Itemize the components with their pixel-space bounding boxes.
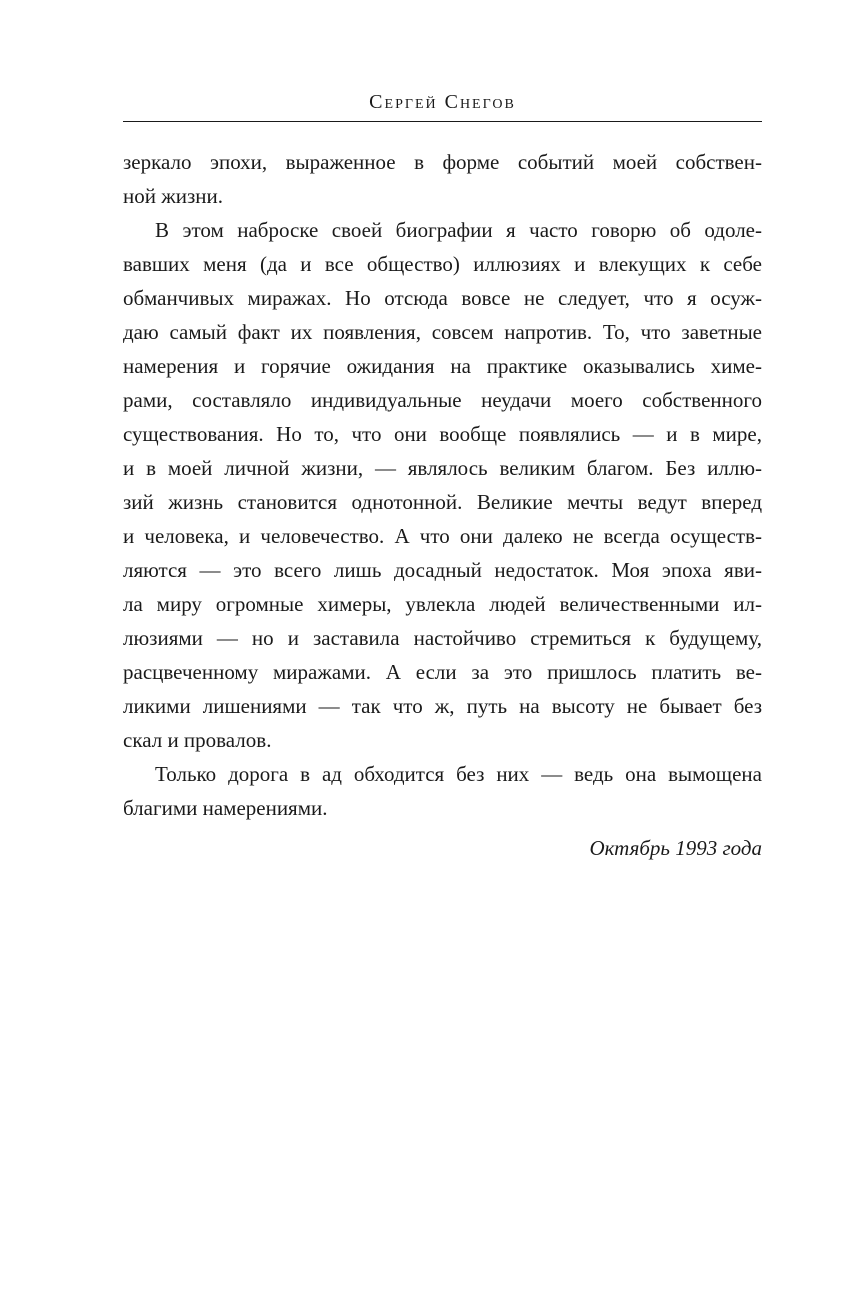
text-line: благими намерениями. (123, 796, 328, 820)
text-line: вавших меня (да и все общество) иллюзиях и влекущих к себе (123, 252, 762, 276)
text-line: ной жизни. (123, 184, 223, 208)
text-line: люзиями — но и заставила настойчиво стремиться к будущему, (123, 626, 762, 650)
text-line: и человека, и человечество. А что они далеко не всегда осуществ- (123, 524, 762, 548)
text-line: существования. Но то, что они вообще появлялись — и в мире, (123, 422, 762, 446)
running-head-title: Сергей Снегов (369, 91, 516, 113)
text-line: намерения и горячие ожидания на практике оказывались химе- (123, 354, 762, 378)
text-line: даю самый факт их появления, совсем напротив. То, что заветные (123, 320, 762, 344)
text-line: ликими лишениями — так что ж, путь на высоту не бывает без (123, 694, 762, 718)
text-line: обманчивых миражах. Но отсюда вовсе не следует, что я осуж- (123, 286, 762, 310)
date-signature: Октябрь 1993 года (589, 836, 762, 860)
text-line: и в моей личной жизни, — являлось великим благом. Без иллю- (123, 456, 762, 480)
text-line: расцвеченному миражами. А если за это пришлось платить ве- (123, 660, 762, 684)
body-text (123, 145, 762, 865)
text-line: Только дорога в ад обходится без них — ведь она вымощена (155, 762, 762, 786)
text-line: зий жизнь становится однотонной. Великие мечты ведут вперед (123, 490, 762, 514)
text-line: скал и провалов. (123, 728, 272, 752)
text-line: В этом наброске своей биографии я часто говорю об одоле- (155, 218, 762, 242)
header-rule (123, 121, 762, 122)
text-line: ляются — это всего лишь досадный недостаток. Моя эпоха яви- (123, 558, 762, 582)
text-line: зеркало эпохи, выраженное в форме событий моей собствен- (123, 150, 762, 174)
text-line: рами, составляло индивидуальные неудачи моего собственного (123, 388, 762, 412)
text-line: ла миру огромные химеры, увлекла людей величественными ил- (123, 592, 762, 616)
